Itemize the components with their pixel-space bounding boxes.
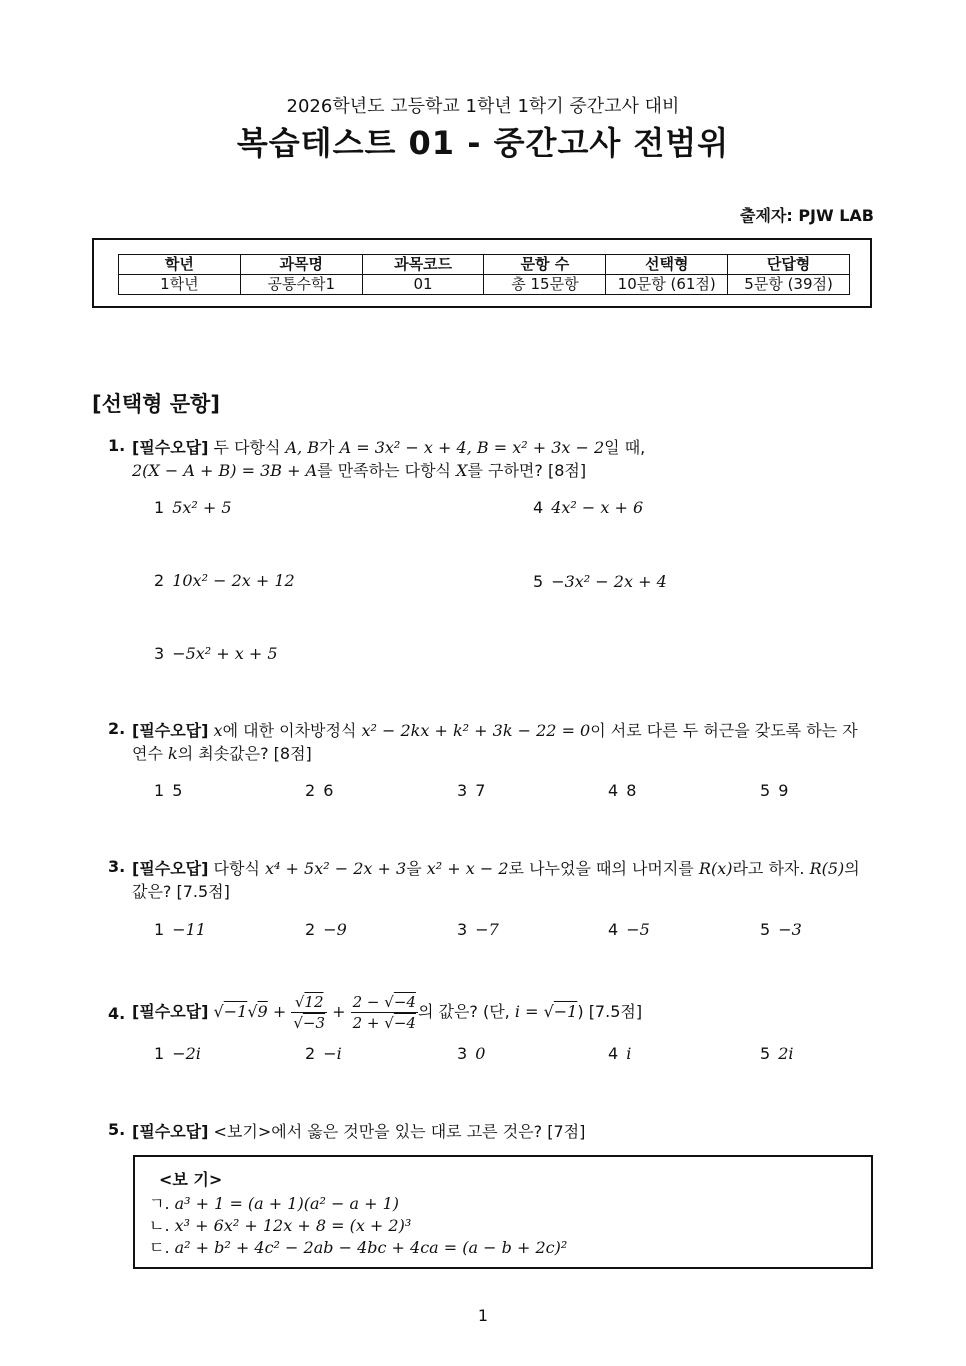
question-text: 두 다항식 [213,438,286,457]
page-number: 1 [477,1306,489,1325]
question-tag: [필수오답] [132,1002,209,1021]
info-value-row [119,275,850,295]
info-table [118,254,850,295]
option-value: 6 [323,781,334,800]
fraction [291,992,327,1033]
option-number: 3 [457,1044,468,1063]
question-text: 연수 [132,744,168,763]
question-line [132,436,877,459]
question-text: 라고 하자. [732,859,810,878]
option-value: −3x² − 2x + 4 [551,572,667,591]
question-text: 를 만족하는 다항식 [317,461,457,480]
answer-option[interactable] [305,1044,342,1063]
option-number: 1 [154,1044,165,1063]
info-header-cell: 학년 [119,255,241,275]
answer-option[interactable] [154,781,182,800]
fraction-numerator: 2 − √−4 [352,993,416,1011]
answer-option[interactable] [154,1044,201,1063]
math-expression: x² − 2kx + k² + 3k − 22 = 0 [361,721,591,740]
question-number: 2. [108,719,126,738]
question-text: 로 나누었을 때의 나머지를 [508,859,699,878]
info-value-cell: 10문항 (61점) [606,275,728,295]
question-text: 의 최솟값은? [8점] [177,744,312,763]
sqrt-radicand: −4 [393,1014,416,1032]
answer-option[interactable] [457,781,485,800]
question-number: 4. [108,1004,126,1023]
option-number: 5 [760,920,771,939]
option-number: 5 [760,781,771,800]
question-5 [108,1120,586,1141]
option-number: 1 [154,781,165,800]
answer-option[interactable] [608,1044,631,1063]
option-number: 3 [154,644,165,663]
math-expression: R(5) [809,859,845,878]
math-expression: x⁴ + 5x² − 2x + 3 [265,859,407,878]
answer-option[interactable] [305,920,347,939]
section-title: [선택형 문항] [92,392,220,416]
answer-option[interactable] [533,498,643,517]
question-line [132,880,877,903]
plus-sign: + [332,1002,346,1021]
answer-option[interactable] [760,781,788,800]
math-expression: R(x) [698,859,733,878]
option-value: −2i [172,1044,201,1063]
question-line [132,459,877,482]
fraction [351,992,418,1033]
answer-option[interactable] [154,644,278,663]
option-value: −7 [475,920,499,939]
math-expression: x² + x − 2 [426,859,509,878]
question-number: 3. [108,857,126,876]
question-text: 가 [319,438,340,457]
bogi-item [149,1191,399,1214]
exam-title: 복습테스트 01 - 중간고사 전범위 [236,124,730,162]
math-expression: √−1√9 [213,1002,268,1021]
math-expression: k [168,744,178,763]
answer-option[interactable] [305,781,333,800]
bogi-label: ㄴ. [149,1216,175,1235]
question-text: <보기>에서 옳은 것만을 있는 대로 고른 것은? [7점] [213,1122,586,1141]
question-text: 이 서로 다른 두 허근을 갖도록 하는 자 [590,721,858,740]
answer-option[interactable] [608,920,650,939]
option-value: −i [323,1044,342,1063]
bogi-item [149,1235,567,1258]
option-value: −5 [626,920,650,939]
answer-option[interactable] [533,572,667,591]
plus-sign: + [272,1002,287,1021]
option-number: 4 [533,498,544,517]
question-line [132,742,877,765]
question-text: 일 때, [604,438,646,457]
info-header-cell: 문항 수 [484,255,606,275]
fraction-denominator: √−3 [293,1014,326,1032]
option-number: 2 [305,920,316,939]
option-number: 5 [533,572,544,591]
math-expression: 2(X − A + B) = 3B + A [132,461,318,480]
question-text: 에 대한 이차방정식 [222,721,362,740]
question-number: 1. [108,436,126,455]
math-expression: √−1 [543,1002,578,1021]
fraction-numerator: √12 [291,992,327,1013]
option-number: 2 [305,1044,316,1063]
info-header-cell: 과목명 [240,255,362,275]
info-value-cell: 총 15문항 [484,275,606,295]
bogi-expression: a² + b² + 4c² − 2ab − 4bc + 4ca = (a − b + 2c)² [174,1238,568,1257]
answer-option[interactable] [608,781,636,800]
answer-option[interactable] [154,498,232,517]
sqrt-radicand: −1 [553,1002,578,1021]
sqrt-radicand: −3 [302,1014,326,1032]
option-value: 9 [778,781,789,800]
option-value: −11 [172,920,206,939]
option-number: 3 [457,920,468,939]
question-text: 값은? [7.5점] [132,882,230,901]
info-value-cell: 5문항 (39점) [728,275,850,295]
question-tag: [필수오답] [132,1122,209,1141]
info-header-cell: 선택형 [606,255,728,275]
sqrt-radicand: 9 [257,1002,268,1021]
question-2 [108,719,858,763]
question-text: 의 [844,859,860,878]
sqrt-radicand: −4 [393,993,416,1011]
answer-option[interactable] [154,920,206,939]
option-value: 4x² − x + 6 [551,498,644,517]
info-value-cell: 01 [362,275,484,295]
option-value: 2i [778,1044,794,1063]
question-1 [108,436,646,480]
question-number: 5. [108,1120,126,1139]
question-line [132,719,877,742]
question-text: 를 구하면? [8점] [467,461,587,480]
option-value: −5x² + x + 5 [172,644,278,663]
option-value: i [626,1044,632,1063]
option-number: 1 [154,498,165,517]
math-expression: i = [514,1002,544,1021]
question-3 [108,857,860,901]
question-tag: [필수오답] [132,438,209,457]
option-number: 4 [608,781,619,800]
option-value: 10x² − 2x + 12 [172,571,295,590]
option-value: 5 [172,781,183,800]
question-text: 의 값은? (단, [417,1002,515,1021]
info-header-row [119,255,850,275]
option-number: 2 [305,781,316,800]
bogi-title: <보 기> [159,1170,223,1189]
option-value: 5x² + 5 [172,498,232,517]
denominator-prefix: 2 + [352,1014,385,1032]
option-number: 4 [608,1044,619,1063]
option-value: 8 [626,781,637,800]
option-number: 1 [154,920,165,939]
info-header-cell: 단답형 [728,255,850,275]
question-line [132,857,877,880]
option-value: 0 [475,1044,486,1063]
sqrt-radicand: 12 [304,993,324,1011]
exam-subtitle: 2026학년도 고등학교 1학년 1학기 중간고사 대비 [286,96,680,117]
answer-option[interactable] [457,920,499,939]
question-text: ) [7.5점] [577,1002,643,1021]
answer-option[interactable] [760,920,802,939]
author-label: 출제자: PJW LAB [739,206,874,225]
answer-option[interactable] [154,571,295,590]
answer-option[interactable] [457,1044,485,1063]
option-number: 2 [154,571,165,590]
option-value: 7 [475,781,486,800]
option-number: 3 [457,781,468,800]
info-value-cell: 공통수학1 [240,275,362,295]
info-box [92,238,872,308]
numerator-prefix: 2 − [352,993,385,1011]
math-expression: A, B [285,438,320,457]
option-value: −3 [778,920,802,939]
option-number: 4 [608,920,619,939]
question-tag: [필수오답] [132,859,209,878]
bogi-label: ㄱ. [149,1194,175,1213]
bogi-expression: x³ + 6x² + 12x + 8 = (x + 2)³ [174,1216,412,1235]
answer-option[interactable] [760,1044,793,1063]
bogi-item [149,1213,411,1236]
fraction-denominator: 2 + √−4 [352,1014,416,1032]
math-expression: x [213,721,223,740]
bogi-label: ㄷ. [149,1238,175,1257]
question-text: 다항식 [213,859,266,878]
question-tag: [필수오답] [132,721,209,740]
info-header-cell: 과목코드 [362,255,484,275]
bogi-box [133,1155,873,1269]
question-text: 을 [406,859,427,878]
sqrt-radicand: −1 [223,1002,248,1021]
info-value-cell: 1학년 [119,275,241,295]
option-value: −9 [323,920,347,939]
math-expression: X [456,461,468,480]
option-number: 5 [760,1044,771,1063]
math-expression: A = 3x² − x + 4, B = x² + 3x − 2 [339,438,605,457]
bogi-expression: a³ + 1 = (a + 1)(a² − a + 1) [174,1194,400,1213]
